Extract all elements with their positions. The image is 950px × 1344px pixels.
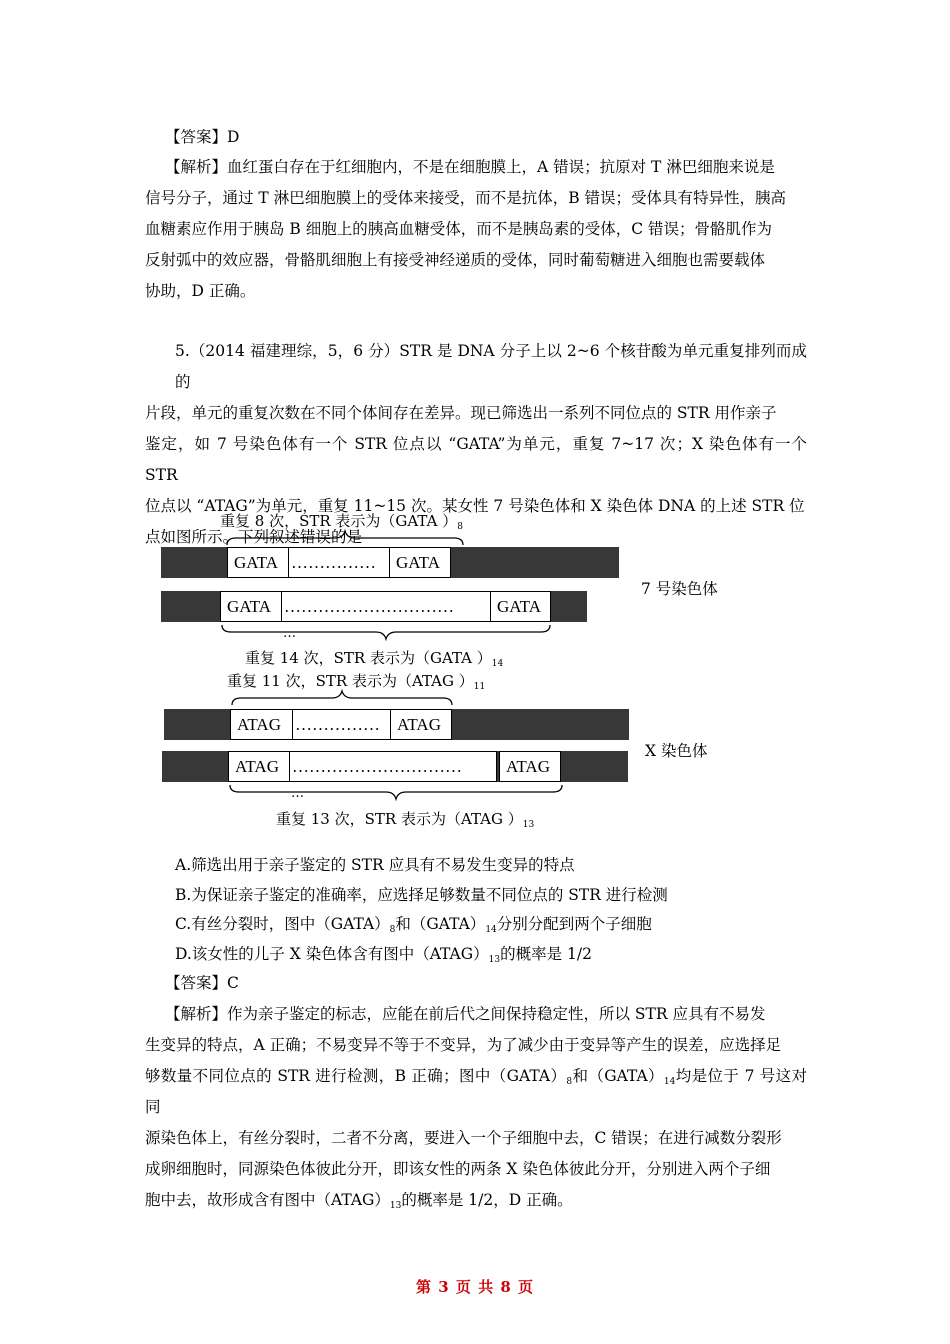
q5-analysis-line: 够数量不同位点的 STR 进行检测，B 正确；图中$(GATA)_8$和$(GATA)_{14}$均是位于 7 号这对同 bbox=[145, 1067, 807, 1116]
q5-stem-line: 鉴定，如 7 号染色体有一个 STR 位点以 “GATA”为单元，重复 7~17 次；X 染色体有一个 STR bbox=[145, 435, 807, 484]
chrX-top-caption: 重复 11 次，STR 表示为（ATAG ）$_{11}$ bbox=[227, 672, 486, 692]
chr7-unit-box: GATA bbox=[389, 547, 451, 578]
q5-stem-line: 片段，单元的重复次数在不同个体间存在差异。现已筛选出一系列不同位点的 STR 用作亲子 bbox=[145, 404, 777, 422]
q4-answer: 【答案】D bbox=[165, 128, 240, 146]
chrX-top-brace bbox=[231, 690, 453, 706]
chrX-label: X 染色体 bbox=[645, 742, 708, 760]
chr7-unit-box: GATA bbox=[490, 591, 551, 622]
page-number-footer: 第 3 页 共 8 页 bbox=[416, 1278, 534, 1296]
q5-analysis-line: 源染色体上，有丝分裂时，二者不分离，要进入一个子细胞中去，C 错误；在进行减数分裂形 bbox=[145, 1129, 782, 1147]
chr7-top-caption: 重复 8 次，STR 表示为（GATA ）$_8$ bbox=[220, 512, 463, 532]
option-c: C.有丝分裂时，图中$(GATA)_8$和$(GATA)_{14}$分别分配到两个子细胞 bbox=[175, 915, 652, 935]
option-b: B.为保证亲子鉴定的准确率，应选择足够数量不同位点的 STR 进行检测 bbox=[175, 886, 668, 904]
q5-stem-line: 点如图所示。下列叙述错误的是 bbox=[145, 528, 363, 546]
chrX-unit-box: ATAG bbox=[230, 709, 294, 740]
chrX-repeat-dots: …………… bbox=[292, 709, 392, 740]
q4-analysis-line: 协助，D 正确。 bbox=[145, 282, 256, 300]
chrX-ellipsis: … bbox=[291, 786, 304, 801]
chr7-repeat-dots: …………… bbox=[288, 547, 390, 578]
option-d: D.该女性的儿子 X 染色体含有图中$(ATAG)_{13}$的概率是 1/2 bbox=[175, 945, 592, 965]
q4-analysis-line: 反射弧中的效应器，骨骼肌细胞上有接受神经递质的受体，同时葡萄糖进入细胞也需要载体 bbox=[145, 251, 766, 269]
chr7-top-brace bbox=[226, 530, 464, 546]
chr7-label: 7 号染色体 bbox=[641, 580, 718, 598]
chr7-bottom-caption: 重复 14 次，STR 表示为（GATA ）$_{14}$ bbox=[245, 649, 504, 669]
chr7-bottom-brace bbox=[221, 624, 551, 640]
chrX-repeat-dots: ………………………… bbox=[289, 751, 497, 782]
option-a: A.筛选出用于亲子鉴定的 STR 应具有不易发生变异的特点 bbox=[175, 856, 575, 874]
q4-analysis-line: 血糖素应作用于胰岛 B 细胞上的胰高血糖受体，而不是胰岛素的受体，C 错误；骨骼肌作为 bbox=[145, 220, 773, 238]
chr7-unit-box: GATA bbox=[220, 591, 282, 622]
q5-stem-line: 位点以 “ATAG”为单元，重复 11~15 次。某女性 7 号染色体和 X 染色体 DNA 的上述 STR 位 bbox=[145, 497, 805, 515]
chrX-unit-box: ATAG bbox=[228, 751, 290, 782]
q5-analysis-line: 成卵细胞时，同源染色体彼此分开，即该女性的两条 X 染色体彼此分开，分别进入两个子细 bbox=[145, 1160, 771, 1178]
q5-analysis-line: 【解析】作为亲子鉴定的标志，应能在前后代之间保持稳定性，所以 STR 应具有不易发 bbox=[165, 1005, 766, 1023]
chr7-repeat-dots: ………………………… bbox=[281, 591, 491, 622]
q5-stem-line: 5.（2014 福建理综，5，6 分）STR 是 DNA 分子上以 2~6 个核苷酸为单元重复排列而成的 bbox=[175, 342, 807, 391]
q4-analysis-line: 【解析】血红蛋白存在于红细胞内，不是在细胞膜上，A 错误；抗原对 T 淋巴细胞来说是 bbox=[165, 158, 775, 176]
chrX-unit-box: ATAG bbox=[499, 751, 561, 782]
chr7-unit-box: GATA bbox=[227, 547, 289, 578]
q5-analysis-line: 生变异的特点，A 正确；不易变异不等于不变异，为了减少由于变异等产生的误差，应选择足 bbox=[145, 1036, 782, 1054]
chrX-bottom-brace bbox=[229, 784, 563, 800]
q5-analysis-line: 胞中去，故形成含有图中$(ATAG)_{13}$的概率是 1/2，D 正确。 bbox=[145, 1191, 573, 1211]
q4-analysis-line: 信号分子，通过 T 淋巴细胞膜上的受体来接受，而不是抗体，B 错误；受体具有特异性，胰高 bbox=[145, 189, 787, 207]
chr7-ellipsis: … bbox=[283, 626, 296, 641]
chrX-bottom-caption: 重复 13 次，STR 表示为（ATAG ）$_{13}$ bbox=[276, 810, 535, 830]
chrX-unit-box: ATAG bbox=[390, 709, 452, 740]
q5-analysis bbox=[145, 999, 807, 1216]
q4-analysis bbox=[145, 152, 807, 307]
q5-answer: 【答案】C bbox=[165, 974, 239, 992]
